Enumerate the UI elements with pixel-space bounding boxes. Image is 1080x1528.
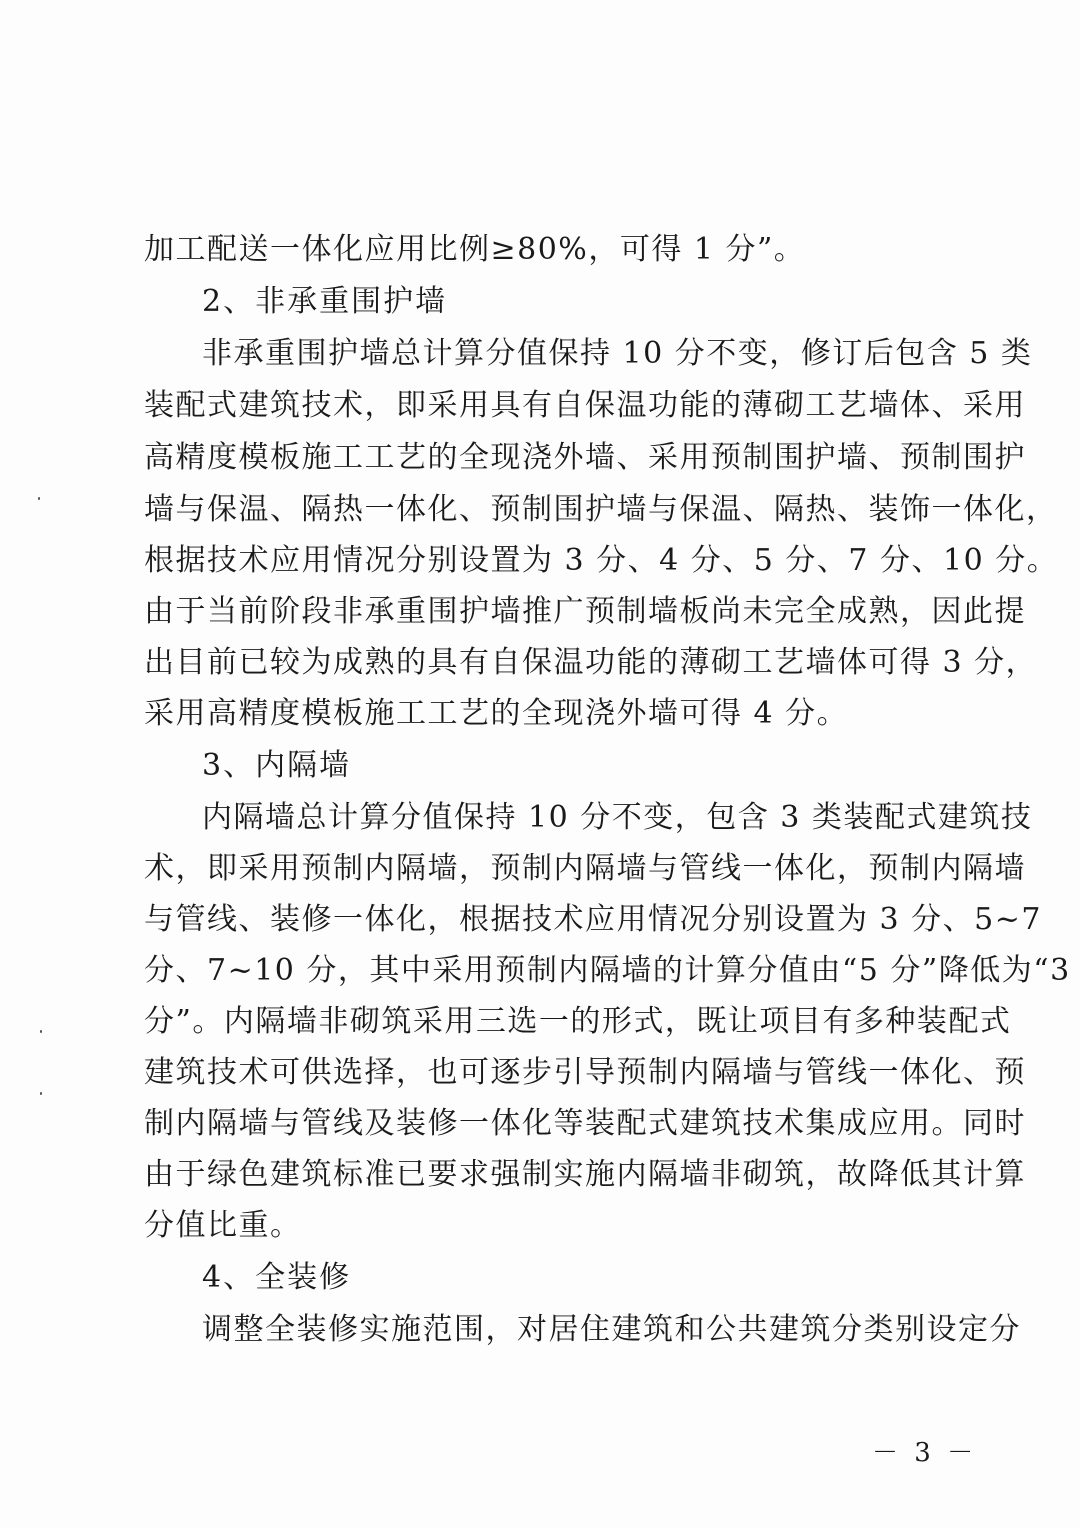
text-line: 高精度模板施工工艺的全现浇外墙、采用预制围护墙、预制围护 <box>144 440 1026 475</box>
text-line: 墙与保温、隔热一体化、预制围护墙与保温、隔热、装饰一体化， <box>144 492 1058 527</box>
scan-speck <box>38 497 40 500</box>
text-line: 由于当前阶段非承重围护墙推广预制墙板尚未完全成熟，因此提 <box>144 594 1026 629</box>
text-line: 加工配送一体化应用比例≥80%，可得 1 分”。 <box>144 232 806 267</box>
text-line: 分”。内隔墙非砌筑采用三选一的形式，既让项目有多种装配式 <box>144 1004 1012 1039</box>
section-heading-2: 2、非承重围护墙 <box>202 284 448 319</box>
text-line: 非承重围护墙总计算分值保持 10 分不变，修订后包含 5 类 <box>202 336 1033 371</box>
text-line: 由于绿色建筑标准已要求强制实施内隔墙非砌筑，故降低其计算 <box>144 1157 1026 1192</box>
scan-speck <box>40 1030 42 1033</box>
section-heading-4: 4、全装修 <box>202 1260 352 1295</box>
text-line: 与管线、装修一体化，根据技术应用情况分别设置为 3 分、5~7 <box>144 902 1042 937</box>
text-line: 装配式建筑技术，即采用具有自保温功能的薄砌工艺墙体、采用 <box>144 388 1026 423</box>
text-line: 分值比重。 <box>144 1208 302 1243</box>
text-line: 建筑技术可供选择，也可逐步引导预制内隔墙与管线一体化、预 <box>144 1055 1026 1090</box>
text-line: 制内隔墙与管线及装修一体化等装配式建筑技术集成应用。同时 <box>144 1106 1026 1141</box>
section-heading-3: 3、内隔墙 <box>202 748 352 783</box>
scan-speck <box>40 1092 42 1095</box>
text-line: 分、7~10 分，其中采用预制内隔墙的计算分值由“5 分”降低为“3 <box>144 953 1071 988</box>
text-line: 术，即采用预制内隔墙，预制内隔墙与管线一体化，预制内隔墙 <box>144 851 1026 886</box>
page-number: － 3 － <box>872 1438 978 1468</box>
text-line: 内隔墙总计算分值保持 10 分不变，包含 3 类装配式建筑技 <box>202 800 1033 835</box>
text-line: 出目前已较为成熟的具有自保温功能的薄砌工艺墙体可得 3 分， <box>144 645 1038 680</box>
text-line: 根据技术应用情况分别设置为 3 分、4 分、5 分、7 分、10 分。 <box>144 543 1059 578</box>
text-line: 调整全装修实施范围，对居住建筑和公共建筑分类别设定分 <box>202 1312 1021 1347</box>
text-line: 采用高精度模板施工工艺的全现浇外墙可得 4 分。 <box>144 696 849 731</box>
